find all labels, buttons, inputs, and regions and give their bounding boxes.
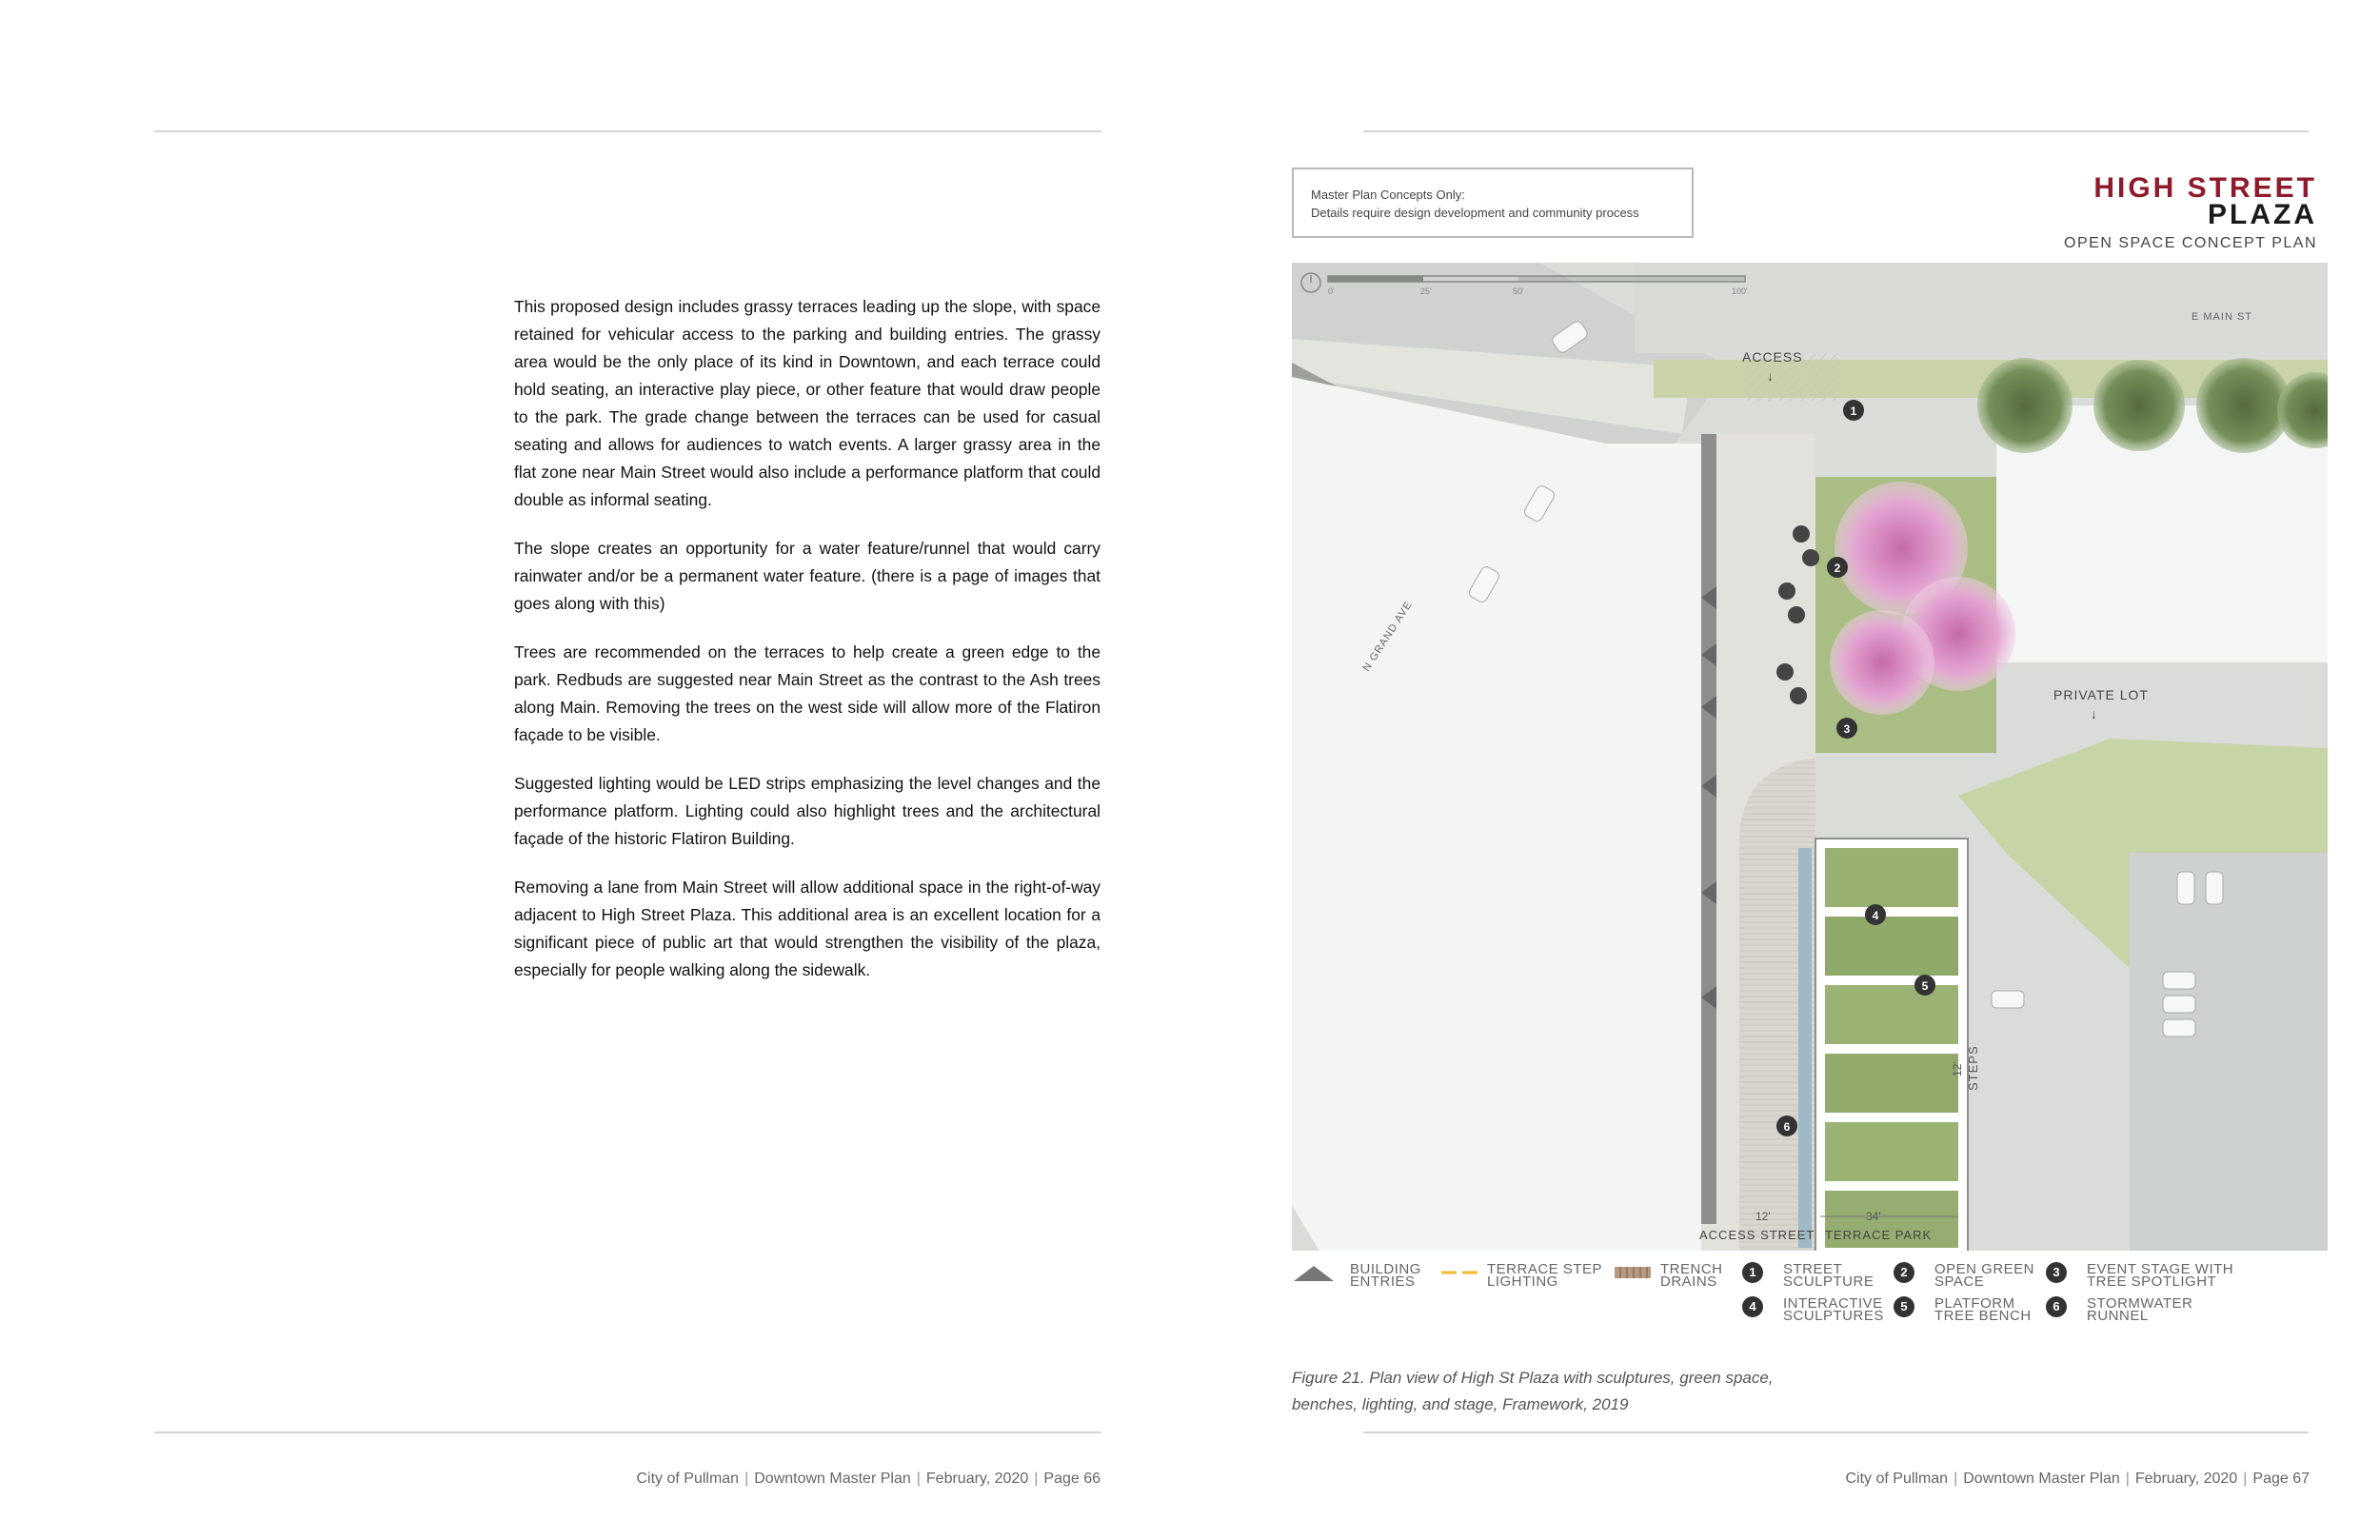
terrace-5 xyxy=(1825,1122,1958,1181)
redbud-tree xyxy=(1830,610,1934,715)
footer-doc: Downtown Master Plan xyxy=(754,1471,911,1487)
terrace-3 xyxy=(1825,985,1958,1044)
marker-2-label: 2 xyxy=(1834,562,1841,575)
terrace-1 xyxy=(1825,848,1958,907)
legend-building-entries: BUILDING ENTRIES xyxy=(1350,1261,1421,1290)
table xyxy=(1802,549,1819,566)
access-label: ACCESS xyxy=(1742,349,1803,365)
paragraph: Trees are recommended on the terraces to help create a green edge to the park. Redbuds are suggested near Main Street as the contrast to the Ash trees along Main. Removing the trees on the west side will allow more of the Flatiron façade to be visible. xyxy=(514,642,1101,744)
private-lot-arrow: ↓ xyxy=(2091,706,2097,721)
legend-number: 4 xyxy=(1742,1296,1763,1317)
table xyxy=(1790,687,1807,704)
marker-3-label: 3 xyxy=(1843,722,1851,736)
page-title xyxy=(1990,172,2317,230)
left-footer-rule xyxy=(154,1431,1101,1433)
terrace-park-label: TERRACE PARK xyxy=(1825,1228,1933,1242)
footer-date: February, 2020 xyxy=(2134,1471,2238,1487)
table xyxy=(1776,663,1794,681)
table xyxy=(1793,525,1810,543)
marker-5-label: 5 xyxy=(1921,979,1929,993)
legend-event-stage: EVENT STAGE WITH TREE SPOTLIGHT xyxy=(2087,1261,2234,1290)
footer-date: February, 2020 xyxy=(925,1471,1029,1487)
car xyxy=(2163,1019,2195,1037)
scale-label: 100' xyxy=(1732,286,1748,296)
body-text xyxy=(514,293,1101,1005)
legend-terrace-step-lighting: TERRACE STEP LIGHTING xyxy=(1487,1261,1603,1290)
flatiron-block xyxy=(1292,377,1701,1251)
car xyxy=(2163,996,2195,1013)
caption-line-1: Figure 21. Plan view of High St Plaza with sculptures, green space, xyxy=(1292,1369,1774,1387)
ash-tree xyxy=(2196,358,2291,453)
concept-note-box xyxy=(1292,168,1694,238)
paragraph: Removing a lane from Main Street will allow additional space in the right-of-way adjacent to High Street Plaza. This additional area is an excellent location for a significant piece of public art that would strengthen the visibility of the plaza, especially for people walking along the sidewalk. xyxy=(514,878,1101,979)
terrace-step-lighting-icon xyxy=(1441,1270,1479,1275)
right-footer-rule xyxy=(1363,1431,2309,1433)
stormwater-runnel xyxy=(1798,848,1812,1248)
car xyxy=(2177,872,2194,904)
lot-paving xyxy=(2130,853,2328,1251)
title-line-1: HIGH STREET xyxy=(2093,172,2317,204)
steps-dimension: 12' xyxy=(1951,1061,1964,1076)
car xyxy=(2163,972,2195,989)
table xyxy=(1788,606,1805,623)
terrace-2 xyxy=(1825,917,1958,976)
legend-stormwater-runnel: STORMWATER RUNNEL xyxy=(2087,1295,2193,1324)
legend-number: 1 xyxy=(1742,1262,1763,1283)
trench-drain-icon xyxy=(1615,1267,1651,1278)
marker-1-label: 1 xyxy=(1850,405,1857,418)
marker-6-label: 6 xyxy=(1783,1120,1791,1134)
legend-platform-tree-bench: PLATFORM TREE BENCH xyxy=(1934,1295,2032,1324)
left-header-rule xyxy=(154,130,1101,132)
note-line-2: Details require design development and community process xyxy=(1311,206,1639,220)
scale-bar-segment xyxy=(1328,276,1423,282)
legend-number: 3 xyxy=(2046,1262,2067,1283)
plan-subtitle: OPEN SPACE CONCEPT PLAN xyxy=(2064,235,2317,251)
scale-label: 50' xyxy=(1513,286,1524,296)
footer-city: City of Pullman xyxy=(636,1471,740,1487)
legend-number: 5 xyxy=(1894,1296,1914,1317)
legend-trench-drains: TRENCH DRAINS xyxy=(1660,1261,1723,1290)
building-entry-icon xyxy=(1294,1264,1334,1283)
scale-label: 0' xyxy=(1328,286,1335,296)
access-arrow: ↓ xyxy=(1767,368,1774,384)
legend-number: 6 xyxy=(2046,1296,2067,1317)
plan-legend xyxy=(1292,1258,2328,1327)
caption-line-2: benches, lighting, and stage, Framework, 2019 xyxy=(1292,1395,1629,1413)
title-line-2: PLAZA xyxy=(2208,199,2317,230)
building-wall xyxy=(1701,434,1716,1224)
car xyxy=(1992,991,2024,1008)
legend-street-sculpture: STREET SCULPTURE xyxy=(1783,1261,1874,1290)
marker-4-label: 4 xyxy=(1872,909,1879,922)
left-footer: City of Pullman | Downtown Master Plan | February, 2020 | Page 66 xyxy=(636,1471,1101,1487)
paragraph: This proposed design includes grassy terraces leading up the slope, with space retained for vehicular access to the parking and building entries. The grassy area would be the only place of its kind in Downtown, and each terrace could hold seating, an interactive play piece, or other feature that would draw people to the park. The grade change between the terraces can be used for casual seating and allows for audiences to watch events. A larger grassy area in the flat zone near Main Street would also include a performance platform that could double as informal seating. xyxy=(514,297,1101,509)
scale-bar-segment xyxy=(1518,276,1745,282)
right-footer: City of Pullman | Downtown Master Plan | February, 2020 | Page 67 xyxy=(1845,1471,2310,1487)
paragraph: Suggested lighting would be LED strips emphasizing the level changes and the performance platform. Lighting could also highlight trees and the architectural façade of the historic Flatiron Building. xyxy=(514,774,1101,848)
access-dimension: 12' xyxy=(1755,1210,1771,1223)
legend-open-green-space: OPEN GREEN SPACE xyxy=(1934,1261,2035,1290)
street-label-main: E MAIN ST xyxy=(2192,311,2253,323)
table xyxy=(1778,582,1795,600)
car xyxy=(2206,872,2223,904)
figure-caption xyxy=(1292,1365,1825,1418)
ash-tree xyxy=(1977,358,2073,453)
steps-label: STEPS xyxy=(1966,1045,1980,1091)
note-line-1: Master Plan Concepts Only: xyxy=(1311,188,1465,202)
footer-page-number: Page 66 xyxy=(1043,1471,1101,1487)
private-lot-label: PRIVATE LOT xyxy=(2053,687,2149,702)
street-label-grand: N GRAND AVE xyxy=(1360,599,1416,674)
footer-doc: Downtown Master Plan xyxy=(1963,1471,2120,1487)
legend-number: 2 xyxy=(1894,1262,1914,1283)
site-plan xyxy=(1292,263,2328,1251)
legend-interactive-sculptures: INTERACTIVE SCULPTURES xyxy=(1783,1295,1884,1324)
footer-city: City of Pullman xyxy=(1845,1471,1949,1487)
terrace-dimension: 34' xyxy=(1866,1210,1881,1223)
paragraph: The slope creates an opportunity for a water feature/runnel that would carry rainwater and/or be a permanent water feature. (there is a page of images that goes along with this) xyxy=(514,539,1101,613)
ash-tree xyxy=(2093,360,2185,451)
footer-page-number: Page 67 xyxy=(2252,1471,2310,1487)
right-header-rule xyxy=(1363,130,2309,132)
scale-label: 25' xyxy=(1420,286,1432,296)
terrace-4 xyxy=(1825,1054,1958,1113)
access-street-label: ACCESS STREET xyxy=(1699,1228,1815,1242)
